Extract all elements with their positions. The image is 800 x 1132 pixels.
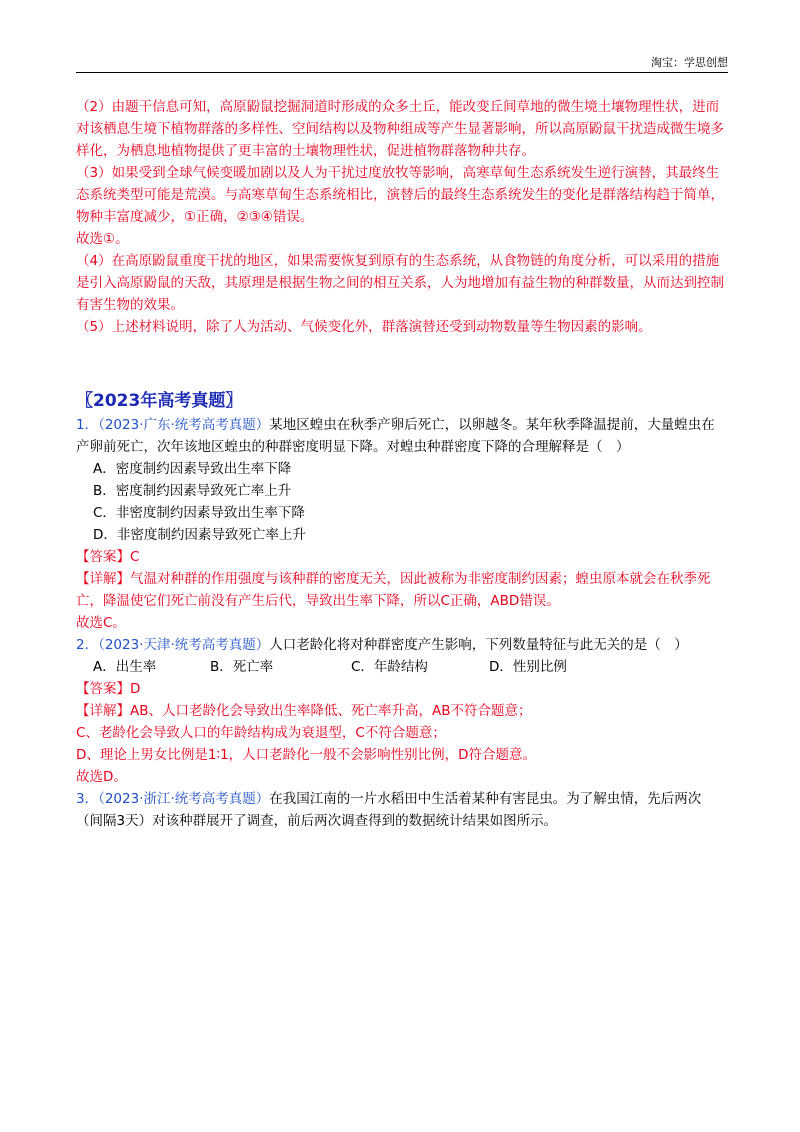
analysis-part-2: （2）由题干信息可知，高原鼢鼠挖掘洞道时形成的众多土丘，能改变丘间草地的微生境土壤物理性状，进而对该栖息生境下植物群落的多样性、空间结构以及物种组成等产生显著影响，所以高原鼢鼠干扰造成微生境多样化，为栖息地植物提供了更丰富的土壤物理性状，促进植物群落物种共存。 [76, 99, 724, 159]
question-3-number: 3． [76, 791, 99, 807]
question-1-detail [76, 568, 726, 612]
question-2-detail-line-1 [76, 700, 726, 722]
answer-value: C [130, 549, 140, 565]
question-2-option-d: D．性别比例 [489, 659, 567, 675]
question-2-stem [76, 634, 726, 656]
question-1-option-d: D．非密度制约因素导致死亡率上升 [93, 527, 306, 543]
question-1-option-c: C．非密度制约因素导致出生率下降 [93, 505, 305, 521]
question-1-conclusion: 故选C。 [76, 615, 126, 631]
question-3-text: 在我国江南的一片水稻田中生活着某种有害昆虫。为了解虫情，先后两次（间隔3天）对该种群展开了调查，前后两次调查得到的数据统计结果如图所示。 [76, 791, 702, 829]
question-1-stem [76, 414, 726, 458]
analysis-choice: 故选①。 [76, 231, 129, 247]
question-2-text: 人口老龄化将对种群密度产生影响，下列数量特征与此无关的是（ ） [269, 637, 688, 653]
question-1-answer [76, 546, 726, 568]
question-1-text: 某地区蝗虫在秋季产卵后死亡，以卵越冬。某年秋季降温提前，大量蝗虫在产卵前死亡，次年该地区蝗虫的种群密度明显下降。对蝗虫种群密度下降的合理解释是（ ） [76, 417, 715, 455]
answer-label: 【答案】 [76, 549, 130, 565]
analysis-part-5: （5）上述材料说明，除了人为活动、气候变化外，群落演替还受到动物数量等生物因素的影响。 [76, 319, 652, 335]
header-divider [76, 72, 728, 73]
analysis-part-4: （4）在高原鼢鼠重度干扰的地区，如果需要恢复到原有的生态系统，从食物链的角度分析，可以采用的措施是引入高原鼢鼠的天敌，其原理是根据生物之间的相互关系，人为地增加有益生物的种群数量，从而达到控制有害生物的效果。 [76, 253, 724, 313]
question-3-source: （2023·浙江·统考高考真题） [98, 791, 270, 807]
question-2-detail-line-3: D、理论上男女比例是1∶1，人口老龄化一般不会影响性别比例，D符合题意。 [76, 747, 536, 763]
detail-label: 【详解】 [76, 571, 130, 587]
question-2-number: 2． [76, 637, 99, 653]
question-2-option-b: B．死亡率 [210, 659, 274, 675]
question-2-option-a: A．出生率 [93, 659, 157, 675]
question-3-stem [76, 788, 726, 832]
header-text: 淘宝：学思创想 [651, 56, 728, 69]
section-title: 〖2023年高考真题〗 [76, 391, 243, 411]
question-2-options [76, 656, 726, 678]
question-2-option-c: C．年龄结构 [351, 659, 428, 675]
detail-text: 气温对种群的作用强度与该种群的密度无关，因此被称为非密度制约因素；蝗虫原本就会在秋季死亡，降温使它们死亡前没有产生后代，导致出生率下降，所以C正确，ABD错误。 [76, 571, 711, 609]
question-1-source: （2023·广东·统考高考真题） [98, 417, 270, 433]
question-2-answer [76, 678, 726, 700]
question-1-option-b: B．密度制约因素导致死亡率上升 [93, 483, 292, 499]
detail-text: AB、人口老龄化会导致出生率降低、死亡率升高，AB不符合题意； [130, 703, 532, 719]
detail-label: 【详解】 [76, 703, 130, 719]
question-2-conclusion: 故选D。 [76, 769, 127, 785]
question-2-source: （2023·天津·统考高考真题） [98, 637, 270, 653]
answer-label: 【答案】 [76, 681, 130, 697]
page-content [76, 96, 726, 832]
question-2-detail-line-2: C、老龄化会导致人口的年龄结构成为衰退型，C不符合题意； [76, 725, 446, 741]
question-1-number: 1． [76, 417, 99, 433]
answer-value: D [130, 681, 141, 697]
analysis-part-3: （3）如果受到全球气候变暖加剧以及人为干扰过度放牧等影响，高寒草甸生态系统发生逆行演替，其最终生态系统类型可能是荒漠。与高寒草甸生态系统相比，演替后的最终生态系统发生的变化是群落结构趋于简单，物种丰富度减少，①正确，②③④错误。 [76, 165, 724, 225]
question-1-option-a: A．密度制约因素导致出生率下降 [93, 461, 292, 477]
